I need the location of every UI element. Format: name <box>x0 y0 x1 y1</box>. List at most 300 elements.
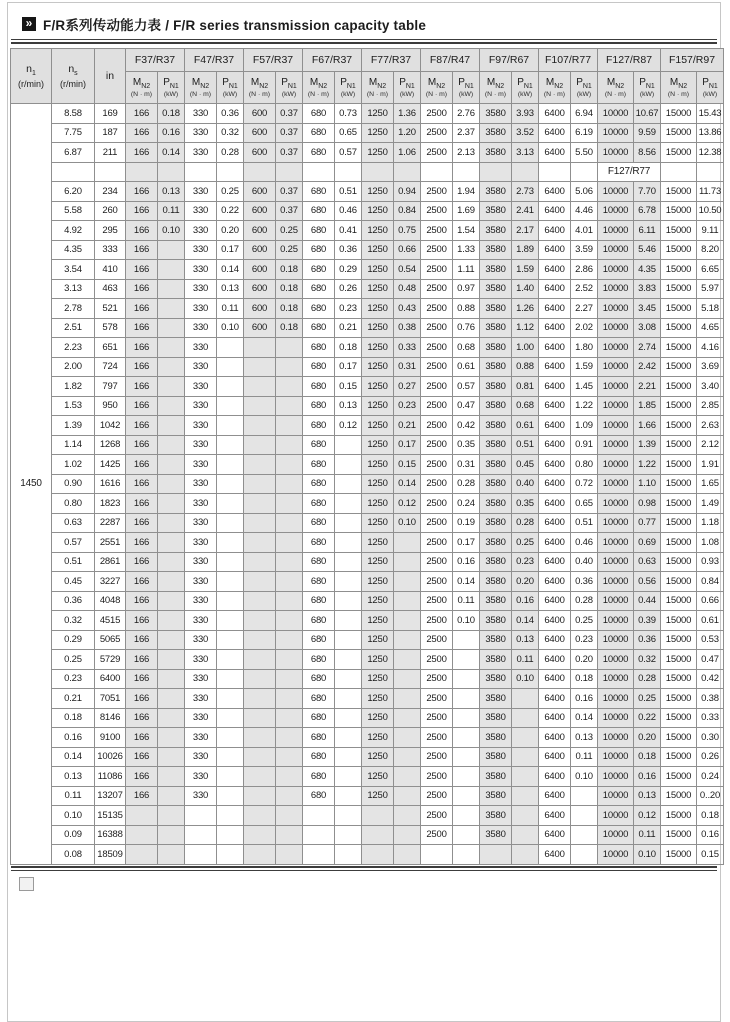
mn2-cell: 10000 <box>598 435 634 455</box>
pn1-cell: 0.94 <box>394 182 421 202</box>
pn1-cell: 3.69 <box>697 357 724 377</box>
mn2-cell <box>244 513 276 533</box>
mn2-cell: 3580 <box>480 806 512 826</box>
pn1-cell <box>335 825 362 845</box>
pn1-cell <box>335 845 362 865</box>
mn2-cell <box>362 845 394 865</box>
mn2-cell: 1250 <box>362 786 394 806</box>
pn1-cell: 5.50 <box>571 143 598 163</box>
mn2-cell: 3580 <box>480 299 512 319</box>
mn2-cell <box>244 357 276 377</box>
mn2-cell: 6400 <box>539 845 571 865</box>
mn2-cell <box>126 845 158 865</box>
pn1-cell <box>158 240 185 260</box>
pn1-cell <box>453 630 480 650</box>
pn1-cell: 1.94 <box>453 182 480 202</box>
mn2-cell: 6400 <box>539 435 571 455</box>
pn1-cell <box>217 455 244 475</box>
mn2-cell: 330 <box>185 552 217 572</box>
pn1-cell <box>158 494 185 514</box>
pn1-cell: 1.40 <box>512 279 539 299</box>
mn2-cell: 10000 <box>598 455 634 475</box>
pn1-cell: 0.72 <box>571 474 598 494</box>
pn1-cell: 0.61 <box>697 611 724 631</box>
ns-cell: 2.78 <box>52 299 95 319</box>
mn2-cell: 3580 <box>480 533 512 553</box>
mn2-cell: 10000 <box>598 572 634 592</box>
table-row <box>11 299 724 319</box>
pn1-cell <box>453 825 480 845</box>
mn2-cell: 10000 <box>598 747 634 767</box>
pn1-cell <box>335 689 362 709</box>
pn1-cell: 3.83 <box>634 279 661 299</box>
mn2-cell: 6400 <box>539 591 571 611</box>
pn1-cell: 0.84 <box>697 572 724 592</box>
mn2-cell <box>244 533 276 553</box>
pn1-cell: 3.45 <box>634 299 661 319</box>
mn2-cell: 15000 <box>661 377 697 397</box>
mn2-cell: 680 <box>303 786 335 806</box>
mn2-cell: 2500 <box>421 377 453 397</box>
pn1-cell: 0.40 <box>512 474 539 494</box>
mn2-cell: 680 <box>303 357 335 377</box>
ratio-cell: 5065 <box>95 630 126 650</box>
mn2-cell: 680 <box>303 591 335 611</box>
pn1-cell <box>394 650 421 670</box>
pn1-cell <box>217 767 244 787</box>
pn1-cell <box>453 845 480 865</box>
pn1-cell <box>276 357 303 377</box>
pn1-cell: 0.66 <box>394 240 421 260</box>
pn1-cell <box>512 162 539 182</box>
mn2-cell <box>244 689 276 709</box>
mn2-cell: 2500 <box>421 591 453 611</box>
pn1-cell <box>217 650 244 670</box>
mn2-cell: 3580 <box>480 689 512 709</box>
ns-cell: 4.35 <box>52 240 95 260</box>
mn2-cell: 10000 <box>598 786 634 806</box>
ns-cell: 3.54 <box>52 260 95 280</box>
mn2-cell: 3580 <box>480 416 512 436</box>
mn2-cell: 1250 <box>362 747 394 767</box>
pn1-cell <box>158 260 185 280</box>
pn1-cell <box>571 825 598 845</box>
mn2-cell: 330 <box>185 338 217 358</box>
mn2-cell: 15000 <box>661 396 697 416</box>
ns-cell: 0.23 <box>52 669 95 689</box>
pn1-cell <box>276 747 303 767</box>
pn1-cell: 5.97 <box>697 279 724 299</box>
ns-cell: 1.14 <box>52 435 95 455</box>
mn2-cell: 680 <box>303 279 335 299</box>
pn1-cell <box>335 552 362 572</box>
pn1-cell: 1.54 <box>453 221 480 241</box>
mn2-cell <box>244 494 276 514</box>
mn2-cell: 6400 <box>539 377 571 397</box>
pn1-cell <box>571 806 598 826</box>
mn2-cell <box>244 435 276 455</box>
pn1-cell: 2.76 <box>453 104 480 124</box>
pn1-cell: 0.31 <box>394 357 421 377</box>
mn2-cell: 3580 <box>480 143 512 163</box>
mn2-cell: 3580 <box>480 786 512 806</box>
ratio-cell: 187 <box>95 123 126 143</box>
ns-cell: 5.58 <box>52 201 95 221</box>
pn1-cell: 0.53 <box>697 630 724 650</box>
pn1-cell: 1.06 <box>394 143 421 163</box>
pn1-cell: 9.59 <box>634 123 661 143</box>
mn2-cell: 3580 <box>480 825 512 845</box>
pn1-cell: 0.75 <box>394 221 421 241</box>
mn2-cell: 15000 <box>661 728 697 748</box>
pn1-cell <box>158 435 185 455</box>
mn2-cell: 3580 <box>480 552 512 572</box>
ratio-cell: 4515 <box>95 611 126 631</box>
mn2-cell: 15000 <box>661 708 697 728</box>
pn1-cell: 1.22 <box>571 396 598 416</box>
table-body <box>11 104 724 865</box>
mn2-cell: 15000 <box>661 552 697 572</box>
pn1-cell <box>394 611 421 631</box>
mn2-cell <box>126 806 158 826</box>
pn1-cell: 0.77 <box>634 513 661 533</box>
mn2-cell: 10000 <box>598 182 634 202</box>
pn1-cell: 0.14 <box>512 611 539 631</box>
pn1-cell: 0.88 <box>512 357 539 377</box>
mn2-cell: 3580 <box>480 201 512 221</box>
pn1-cell: 0.63 <box>634 552 661 572</box>
mn2-cell: 2500 <box>421 611 453 631</box>
pn1-cell: 0.31 <box>453 455 480 475</box>
mn2-cell: 1250 <box>362 240 394 260</box>
mn2-cell <box>244 474 276 494</box>
mn2-subheader: $M_{N2}$ (N · m) <box>539 72 571 104</box>
mn2-cell: 3580 <box>480 494 512 514</box>
table-row <box>11 747 724 767</box>
pn1-cell: 0.51 <box>512 435 539 455</box>
pn1-cell <box>158 279 185 299</box>
mn2-cell: 166 <box>126 182 158 202</box>
pn1-cell <box>158 357 185 377</box>
mn2-cell: 166 <box>126 689 158 709</box>
mn2-cell: 600 <box>244 318 276 338</box>
mn2-cell: 680 <box>303 747 335 767</box>
mn2-cell: 6400 <box>539 260 571 280</box>
table-row <box>11 240 724 260</box>
mn2-cell <box>244 845 276 865</box>
pn1-cell <box>394 806 421 826</box>
mn2-cell: 15000 <box>661 299 697 319</box>
ratio-cell: 521 <box>95 299 126 319</box>
pn1-cell <box>217 806 244 826</box>
pn1-cell <box>512 708 539 728</box>
mn2-cell: 330 <box>185 455 217 475</box>
pn1-cell: 0.84 <box>394 201 421 221</box>
table-row <box>11 825 724 845</box>
mn2-cell: 330 <box>185 533 217 553</box>
pn1-cell <box>158 747 185 767</box>
pn1-cell: 1.89 <box>512 240 539 260</box>
pn1-cell: 0.13 <box>217 279 244 299</box>
pn1-cell: 0.23 <box>335 299 362 319</box>
mn2-cell: 3580 <box>480 767 512 787</box>
pn1-cell <box>217 357 244 377</box>
pn1-cell: 0.18 <box>634 747 661 767</box>
mn2-cell: 600 <box>244 143 276 163</box>
ratio-cell: 333 <box>95 240 126 260</box>
group-header-f67-r37: F67/R37 <box>303 49 362 72</box>
mn2-cell: 2500 <box>421 260 453 280</box>
ns-cell: 0.18 <box>52 708 95 728</box>
pn1-subheader: $P_{N1}$ (kW) <box>634 72 661 104</box>
ratio-cell: 15135 <box>95 806 126 826</box>
mn2-cell: 10000 <box>598 357 634 377</box>
pn1-cell <box>453 689 480 709</box>
mn2-cell: 680 <box>303 611 335 631</box>
pn1-cell: 11.73 <box>697 182 724 202</box>
ratio-cell: 234 <box>95 182 126 202</box>
pn1-cell <box>276 650 303 670</box>
pn1-cell <box>217 708 244 728</box>
pn1-cell: 2.73 <box>512 182 539 202</box>
mn2-cell: 15000 <box>661 494 697 514</box>
mn2-cell: 15000 <box>661 221 697 241</box>
mn2-cell <box>480 162 512 182</box>
mn2-cell: 330 <box>185 279 217 299</box>
pn1-cell <box>158 786 185 806</box>
mn2-cell: 166 <box>126 611 158 631</box>
mn2-cell <box>303 806 335 826</box>
mn2-cell: 10000 <box>598 338 634 358</box>
mn2-cell <box>244 455 276 475</box>
pn1-cell: 3.59 <box>571 240 598 260</box>
mn2-cell: 6400 <box>539 474 571 494</box>
pn1-cell: 0.10 <box>158 221 185 241</box>
pn1-cell: 0.48 <box>394 279 421 299</box>
pn1-cell: 0.16 <box>571 689 598 709</box>
pn1-cell: 0.26 <box>335 279 362 299</box>
pn1-cell <box>158 669 185 689</box>
pn1-cell <box>394 669 421 689</box>
pn1-cell <box>394 708 421 728</box>
pn1-cell: 0.12 <box>634 806 661 826</box>
pn1-cell <box>512 728 539 748</box>
pn1-cell: 0.13 <box>571 728 598 748</box>
pn1-cell <box>158 377 185 397</box>
pn1-cell <box>217 416 244 436</box>
table-row <box>11 728 724 748</box>
ratio-cell: 1823 <box>95 494 126 514</box>
pn1-cell: 0.73 <box>335 104 362 124</box>
mn2-cell: 15000 <box>661 572 697 592</box>
mn2-cell: 3580 <box>480 669 512 689</box>
pn1-cell: 0.69 <box>634 533 661 553</box>
mn2-cell: 2500 <box>421 416 453 436</box>
mn2-cell: 330 <box>185 474 217 494</box>
pn1-cell <box>512 747 539 767</box>
mn2-cell: 15000 <box>661 845 697 865</box>
mn2-cell: 10000 <box>598 591 634 611</box>
pn1-cell: 0.20 <box>512 572 539 592</box>
mn2-cell: 2500 <box>421 318 453 338</box>
transmission-capacity-table <box>10 48 724 865</box>
pn1-cell <box>158 396 185 416</box>
mn2-cell: 1250 <box>362 650 394 670</box>
ratio-cell: 578 <box>95 318 126 338</box>
mn2-cell: 2500 <box>421 435 453 455</box>
mn2-cell: 10000 <box>598 318 634 338</box>
pn1-cell: 0.18 <box>697 806 724 826</box>
mn2-cell: 6400 <box>539 240 571 260</box>
mn2-cell: 330 <box>185 299 217 319</box>
footnote-square <box>19 877 34 891</box>
ratio-cell: 1268 <box>95 435 126 455</box>
mn2-cell: 6400 <box>539 708 571 728</box>
table-row <box>11 435 724 455</box>
pn1-cell <box>394 533 421 553</box>
pn1-cell: 0.39 <box>634 611 661 631</box>
pn1-cell: 0.11 <box>571 747 598 767</box>
pn1-cell: 2.42 <box>634 357 661 377</box>
mn2-cell: 6400 <box>539 513 571 533</box>
mn2-cell: 680 <box>303 650 335 670</box>
pn1-cell <box>453 669 480 689</box>
pn1-cell: 1.59 <box>512 260 539 280</box>
pn1-cell <box>158 338 185 358</box>
ns-cell <box>52 162 95 182</box>
pn1-cell <box>335 767 362 787</box>
table-row <box>11 669 724 689</box>
mn2-cell <box>244 825 276 845</box>
mn2-cell <box>185 825 217 845</box>
ns-cell: 2.23 <box>52 338 95 358</box>
mn2-cell: 166 <box>126 786 158 806</box>
table-row <box>11 104 724 124</box>
pn1-cell: 5.46 <box>634 240 661 260</box>
mn2-cell: 6400 <box>539 396 571 416</box>
mn2-cell: 15000 <box>661 767 697 787</box>
mn2-cell: 3580 <box>480 513 512 533</box>
pn1-cell: 4.65 <box>697 318 724 338</box>
pn1-cell <box>335 611 362 631</box>
mn2-cell: 10000 <box>598 474 634 494</box>
mn2-cell: 166 <box>126 318 158 338</box>
mn2-cell: 15000 <box>661 630 697 650</box>
pn1-cell <box>276 474 303 494</box>
mn2-cell: 680 <box>303 338 335 358</box>
ns-cell: 0.63 <box>52 513 95 533</box>
mn2-cell: 6400 <box>539 786 571 806</box>
pn1-cell <box>217 533 244 553</box>
pn1-cell: 3.08 <box>634 318 661 338</box>
pn1-cell: 0.37 <box>276 182 303 202</box>
ratio-cell: 169 <box>95 104 126 124</box>
pn1-cell <box>453 650 480 670</box>
ns-cell: 0.10 <box>52 806 95 826</box>
mn2-subheader: $M_{N2}$ (N · m) <box>126 72 158 104</box>
mn2-cell: 10000 <box>598 533 634 553</box>
pn1-cell: 0.37 <box>276 143 303 163</box>
divider-bottom <box>11 866 717 871</box>
mn2-cell: 10000 <box>598 767 634 787</box>
ns-header: $n_s$ (r/min) <box>52 49 95 104</box>
n1-header: $n_1$ (r/min) <box>11 49 52 104</box>
ns-cell: 0.09 <box>52 825 95 845</box>
pn1-cell <box>394 630 421 650</box>
pn1-cell: 6.19 <box>571 123 598 143</box>
ns-cell: 0.80 <box>52 494 95 514</box>
mn2-cell: 15000 <box>661 474 697 494</box>
ratio-cell: 463 <box>95 279 126 299</box>
pn1-cell: 0.16 <box>634 767 661 787</box>
pn1-cell <box>335 747 362 767</box>
pn1-cell: 10.50 <box>697 201 724 221</box>
ns-cell: 4.92 <box>52 221 95 241</box>
pn1-cell <box>394 825 421 845</box>
mn2-cell: 2500 <box>421 143 453 163</box>
mn2-cell: 3580 <box>480 630 512 650</box>
pn1-cell: 0.14 <box>158 143 185 163</box>
mn2-cell: 166 <box>126 357 158 377</box>
pn1-cell: 0.93 <box>697 552 724 572</box>
pn1-cell: 0.28 <box>634 669 661 689</box>
mn2-cell: 6400 <box>539 455 571 475</box>
mn2-cell: 330 <box>185 689 217 709</box>
mn2-cell <box>244 669 276 689</box>
ratio-header: in <box>95 49 126 104</box>
mn2-cell: 3580 <box>480 708 512 728</box>
pn1-cell: 6.65 <box>697 260 724 280</box>
mn2-cell: 166 <box>126 416 158 436</box>
pn1-cell: 0.10 <box>217 318 244 338</box>
mn2-cell: 600 <box>244 104 276 124</box>
pn1-cell <box>217 630 244 650</box>
pn1-cell: 0.23 <box>571 630 598 650</box>
pn1-cell: 0.25 <box>217 182 244 202</box>
pn1-cell: 0.14 <box>394 474 421 494</box>
mn2-cell: 2500 <box>421 474 453 494</box>
mn2-cell: 3580 <box>480 104 512 124</box>
pn1-cell <box>335 591 362 611</box>
mn2-cell <box>244 552 276 572</box>
pn1-cell: 1.00 <box>512 338 539 358</box>
pn1-cell: 0.15 <box>335 377 362 397</box>
mn2-cell: 6400 <box>539 318 571 338</box>
pn1-cell: 2.63 <box>697 416 724 436</box>
table-row <box>11 708 724 728</box>
ns-cell: 3.13 <box>52 279 95 299</box>
pn1-cell: 13.86 <box>697 123 724 143</box>
ratio-cell: 4048 <box>95 591 126 611</box>
mn2-cell: 3580 <box>480 279 512 299</box>
pn1-cell <box>158 708 185 728</box>
mn2-cell: 330 <box>185 611 217 631</box>
mn2-cell: 6400 <box>539 611 571 631</box>
table-row <box>11 455 724 475</box>
mn2-cell: 600 <box>244 201 276 221</box>
mn2-cell: 6400 <box>539 689 571 709</box>
mn2-cell: 10000 <box>598 494 634 514</box>
table-row <box>11 416 724 436</box>
ratio-cell: 6400 <box>95 669 126 689</box>
mn2-cell <box>244 728 276 748</box>
mn2-cell: 6400 <box>539 650 571 670</box>
mn2-cell: 166 <box>126 201 158 221</box>
pn1-cell: 2.37 <box>453 123 480 143</box>
pn1-cell: 0.30 <box>697 728 724 748</box>
table-row <box>11 318 724 338</box>
mn2-cell: 1250 <box>362 494 394 514</box>
